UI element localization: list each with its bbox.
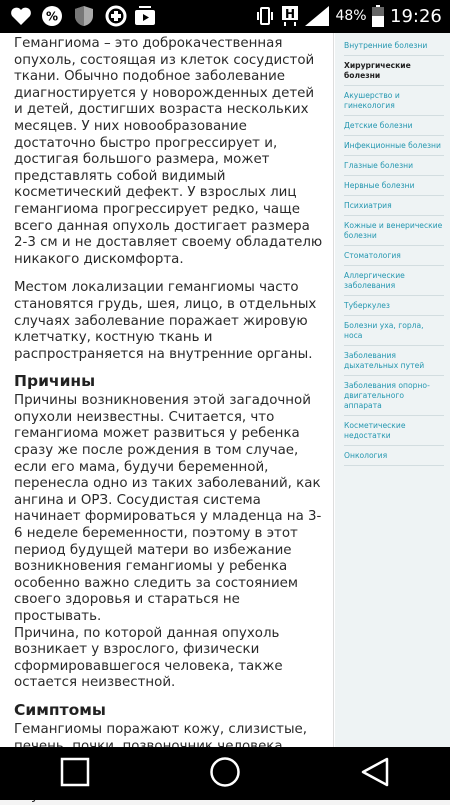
sidebar-item[interactable]: Психиатрия — [344, 196, 444, 216]
recent-apps-button[interactable] — [45, 747, 105, 800]
sidebar-item[interactable]: Болезни уха, горла, носа — [344, 316, 444, 346]
category-sidebar — [335, 33, 450, 747]
sidebar-item[interactable]: Инфекционные болезни — [344, 136, 444, 156]
article-paragraph: Причины возникновения этой загадочной опухоли неизвестны. Считается, что гемангиома может развиться у ребенка сразу же после рождения в том случае, если его мама, будучи беременной, перенесла одно из таких заболеваний, как ангина и ОРЗ. Сосудистая система начинает формироваться у младенца на 3-6 неделе беременности, поэтому в этот период будущей матери во избежание возникновения гемангиомы у ребенка особенно важно следить за состоянием своего здоровья и стараться не простывать. — [14, 393, 322, 624]
sidebar-item[interactable]: Туберкулез — [344, 296, 444, 316]
percent-badge-icon — [40, 5, 64, 27]
sidebar-item[interactable]: Аллергические заболевания — [344, 266, 444, 296]
article-paragraph: Гемангиома – это доброкачественная опухоль, состоящая из клеток сосудистой ткани. Обычно подобное заболевание диагностируется у новорожденных детей и детей, достигших возраста нескольких месяцев. У них новообразование достаточно быстро прогрессирует и, достигая большого размера, может представлять собой видимый косметический дефект. У взрослых лиц гемангиома прогрессирует редко, чаще всего данная опухоль достигает размера 2-3 см и не доставляет своему обладателю никакого дискомфорта. — [14, 36, 323, 267]
status-bar — [0, 0, 450, 33]
svg-text:H: H — [284, 7, 296, 21]
sidebar-item[interactable]: Заболевания дыхательных путей — [344, 346, 444, 376]
sidebar-item[interactable]: Стоматология — [344, 246, 444, 266]
section-heading-causes: Причины — [14, 372, 96, 391]
sidebar-item[interactable]: Косметические недостатки — [344, 416, 444, 446]
home-button[interactable] — [195, 747, 255, 800]
signal-icon — [304, 5, 330, 27]
sidebar-item[interactable]: Нервные болезни — [344, 176, 444, 196]
section-heading-symptoms: Симптомы — [14, 700, 106, 719]
sidebar-item[interactable]: Акушерство и гинекология — [344, 86, 444, 116]
back-icon — [360, 757, 390, 791]
navigation-bar — [0, 747, 450, 800]
article-paragraph: Причина, по которой данная опухоль возникает у взрослого, физически сформировавшегося человека, также остается неизвестной. — [14, 625, 283, 691]
sidebar-item[interactable]: Детские болезни — [344, 116, 444, 136]
category-list — [335, 33, 450, 466]
battery-icon — [371, 5, 385, 27]
article-paragraph: Местом локализации гемангиомы часто становятся грудь, шея, лицо, в отдельных случаях заболевание поражает жировую клетчатку, костную ткань и распространяется на внутренние органы. — [14, 280, 317, 362]
back-button[interactable] — [345, 747, 405, 800]
sidebar-item[interactable]: Хирургические болезни — [344, 56, 444, 86]
media-icon — [134, 5, 156, 27]
sidebar-item[interactable]: Глазные болезни — [344, 156, 444, 176]
vibrate-icon — [255, 5, 275, 27]
heart-icon — [9, 5, 33, 27]
page-content — [0, 33, 450, 747]
article-paragraph: Гемангиомы поражают кожу, слизистые, — [14, 721, 308, 737]
sidebar-item[interactable]: Внутренние болезни — [344, 36, 444, 56]
svg-text:%: % — [45, 9, 59, 24]
shield-icon — [73, 5, 95, 27]
home-icon — [209, 756, 241, 792]
battery-percent: 48% — [335, 8, 367, 24]
recent-apps-icon — [60, 757, 90, 791]
sidebar-item[interactable]: Онкология — [344, 446, 444, 466]
sidebar-item[interactable]: Заболевания опорно-двигательного аппарата — [344, 376, 444, 416]
clock: 19:26 — [390, 5, 442, 27]
sidebar-item[interactable]: Кожные и венерические болезни — [344, 216, 444, 246]
data-saver-icon — [105, 5, 127, 27]
network-h-icon — [281, 5, 299, 27]
article — [0, 33, 334, 747]
